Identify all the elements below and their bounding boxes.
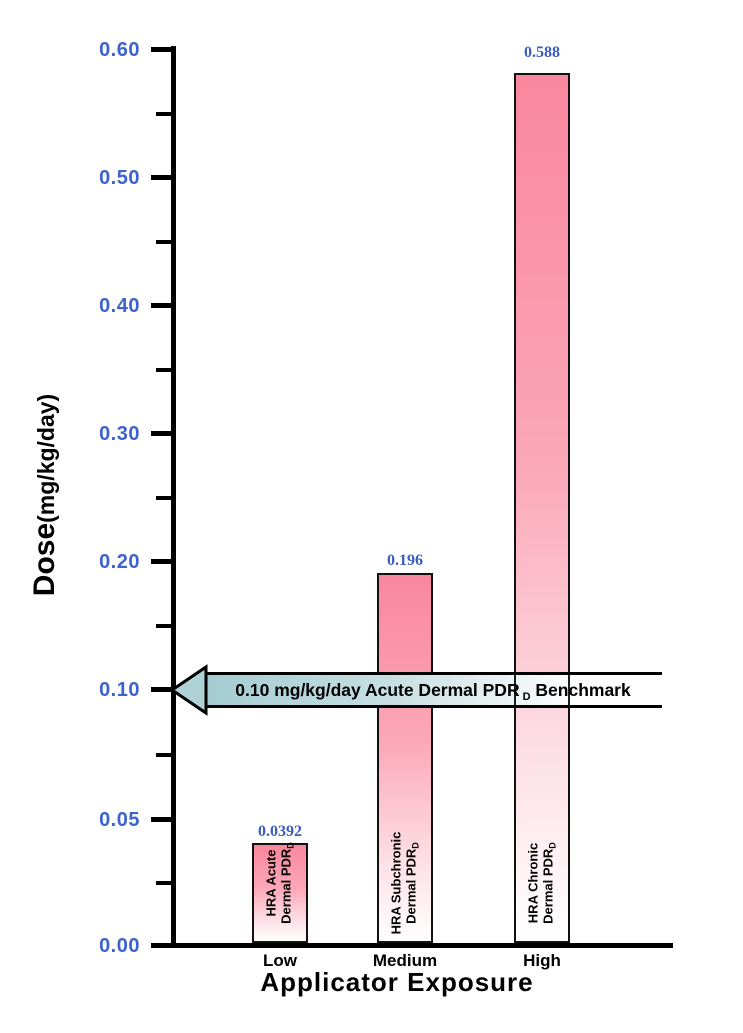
bar-inner-label-high — [516, 827, 568, 940]
y-minor-tick — [156, 881, 171, 885]
bar-inner-label-low — [254, 827, 306, 940]
y-tick-label: 0.40 — [99, 295, 140, 317]
y-major-tick — [151, 943, 171, 948]
bar-value-label: 0.588 — [524, 44, 560, 61]
y-tick-label: 0.00 — [99, 935, 140, 957]
y-minor-tick — [156, 112, 171, 116]
y-major-tick — [151, 817, 171, 822]
y-major-tick — [151, 303, 171, 308]
y-minor-tick — [156, 368, 171, 372]
x-tick-label-low: Low — [263, 951, 297, 970]
bar-label-line2: Dermal PDR — [403, 848, 418, 924]
y-minor-tick — [156, 624, 171, 628]
benchmark-text-main: 0.10 mg/kg/day Acute Dermal PDR — [235, 680, 520, 700]
y-major-tick — [151, 559, 171, 564]
benchmark-text-subscript: D — [522, 691, 531, 703]
y-minor-tick — [156, 496, 171, 500]
bar-inner-label-medium — [379, 827, 431, 940]
y-tick-label: 0.30 — [99, 423, 140, 445]
y-minor-tick — [156, 240, 171, 244]
x-axis-title: Applicator Exposure — [260, 967, 534, 997]
y-minor-tick — [156, 753, 171, 757]
x-tick-label-medium: Medium — [372, 951, 438, 970]
benchmark-text-tail: Benchmark — [530, 680, 631, 700]
bar-value-label: 0.196 — [387, 552, 423, 569]
y-major-tick — [151, 175, 171, 180]
bar-value-label: 0.0392 — [258, 823, 302, 840]
x-axis-line — [170, 943, 673, 948]
y-axis-title-word: Dose — [28, 522, 61, 597]
bar-label-line1: HRA Subchronic — [388, 831, 403, 935]
y-tick-label: 0.10 — [99, 679, 140, 701]
bar-label-subscript: D — [547, 842, 557, 849]
x-tick-label-high: High — [523, 951, 561, 970]
bar-label-line2: Dermal PDR — [540, 848, 555, 924]
benchmark-arrow-text — [204, 675, 662, 705]
bar-label-line2: Dermal PDR — [278, 848, 293, 924]
bar-label-line1: HRA Acute — [263, 849, 278, 917]
left-arrow-icon — [168, 664, 208, 716]
bar-high — [514, 73, 570, 943]
y-axis-line — [171, 46, 176, 948]
y-major-tick — [151, 47, 171, 52]
bar-label-subscript: D — [285, 842, 295, 849]
bar-label-line1: HRA Chronic — [525, 842, 540, 924]
y-tick-label: 0.50 — [99, 167, 140, 189]
y-tick-label: 0.20 — [99, 551, 140, 573]
y-axis-title-units: (mg/kg/day) — [33, 393, 59, 523]
y-major-tick — [151, 431, 171, 436]
y-tick-label: 0.60 — [99, 39, 140, 61]
y-axis-title — [28, 378, 74, 612]
bar-label-subscript: D — [410, 842, 420, 849]
y-tick-label: 0.05 — [99, 809, 140, 831]
